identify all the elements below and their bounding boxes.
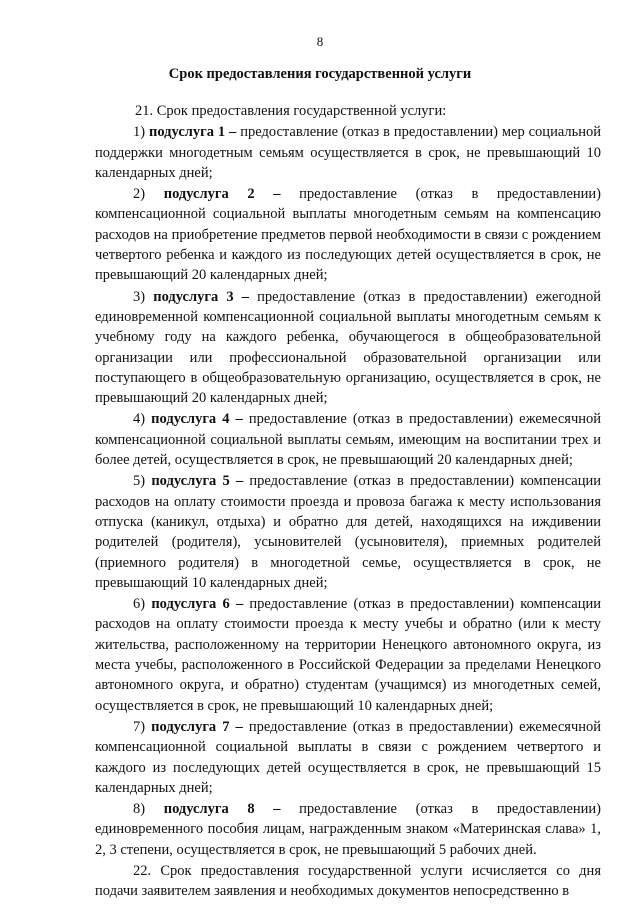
item-number: 4): [133, 411, 146, 428]
item-label: подуслуга 7 –: [151, 718, 243, 735]
item-text: предоставление (отказ в предоставлении) ежемесячной компенсационной социальной выплаты в связи с рождением четвертого и каждого из последующих детей осуществляется в срок, не превышающий 15 календарных дней;: [95, 718, 602, 796]
list-item: [95, 799, 601, 860]
item-label: подуслуга 1 –: [149, 124, 237, 141]
item-number: 7): [133, 718, 146, 735]
item-text: предоставление (отказ в предоставлении) ежегодной единовременной компенсационной социальной выплаты многодетным семьям к учебному году на каждого ребенка, обучающегося в общеобразовательной организации или профессиональной образовательной организации или поступающего в общеобразовательную организацию, осуществляется в срок, не превышающий 20 календарных дней;: [95, 288, 601, 407]
list-item: [95, 287, 601, 409]
paragraph-outro: 22. Срок предоставления государственной услуги исчисляется со дня подачи заявителем заявления и необходимых документов непосредственно в: [95, 862, 601, 900]
item-label: подуслуга 4 –: [151, 411, 243, 428]
document-body: [95, 101, 601, 903]
item-text: предоставление (отказ в предоставлении) ежемесячной компенсационной социальной выплаты семьям, имеющим на воспитании трех и более детей, осуществляется в срок, не превышающий 20 календарных дней;: [95, 411, 602, 469]
list-item: [95, 122, 601, 183]
section-heading: Срок предоставления государственной услуги: [168, 66, 472, 82]
item-label: подуслуга 6 –: [151, 596, 244, 613]
list-item: [95, 594, 601, 716]
list-item: [95, 471, 601, 593]
list-item: [95, 717, 601, 798]
list-item: [95, 409, 601, 470]
item-number: 5): [133, 473, 146, 490]
item-number: 1): [133, 124, 146, 141]
item-label: подуслуга 5 –: [151, 473, 244, 490]
item-text: предоставление (отказ в предоставлении) мер социальной поддержки многодетным семьям осуществляется в срок, не превышающий 10 календарных дней;: [95, 124, 602, 181]
item-text: предоставление (отказ в предоставлении) компенсации расходов на оплату стоимости проезда и провоза багажа к месту использования отпуска (каникул, отдыха) и обратно для детей, находящихся на иждивении родителей (родителя), усыновителей (усыновителя), приемных родителей (приемного родителя) в многодетной семье, осуществляется в срок, не превышающий 10 календарных дней;: [95, 473, 602, 591]
item-number: 8): [133, 801, 146, 818]
item-text: предоставление (отказ в предоставлении) компенсационной социальной выплаты многодетным семьям на компенсацию расходов на приобретение предметов первой необходимости в связи с рождением четвертого ребенка и каждого из последующих детей осуществляется в срок, не превышающий 20 календарных дней;: [95, 186, 601, 284]
list-item: [95, 184, 601, 285]
item-number: 2): [133, 186, 146, 203]
item-label: подуслуга 2 –: [163, 186, 281, 203]
item-number: 6): [133, 596, 146, 613]
paragraph-intro: 21. Срок предоставления государственной услуги:: [135, 103, 447, 119]
item-number: 3): [133, 288, 146, 305]
item-text: предоставление (отказ в предоставлении) единовременного пособия лицам, награжденным знаком «Материнская слава» 1, 2, 3 степени, осуществляется в срок, не превышающий 5 рабочих дней.: [95, 801, 601, 858]
page-number: 8: [316, 34, 324, 49]
item-label: подуслуга 8 –: [163, 801, 281, 818]
item-label: подуслуга 3 –: [153, 288, 249, 305]
item-text: предоставление (отказ в предоставлении) компенсации расходов на оплату стоимости проезда к месту учебы и обратно (или к месту жительства, расположенному на территории Ненецкого автономного округа, из места учебы, расположенного в Российской Федерации за пределами Ненецкого автономного округа, и обратно) студентам (учащимся) из многодетных семей, осуществляется в срок, не превышающий 10 календарных дней;: [95, 596, 602, 714]
